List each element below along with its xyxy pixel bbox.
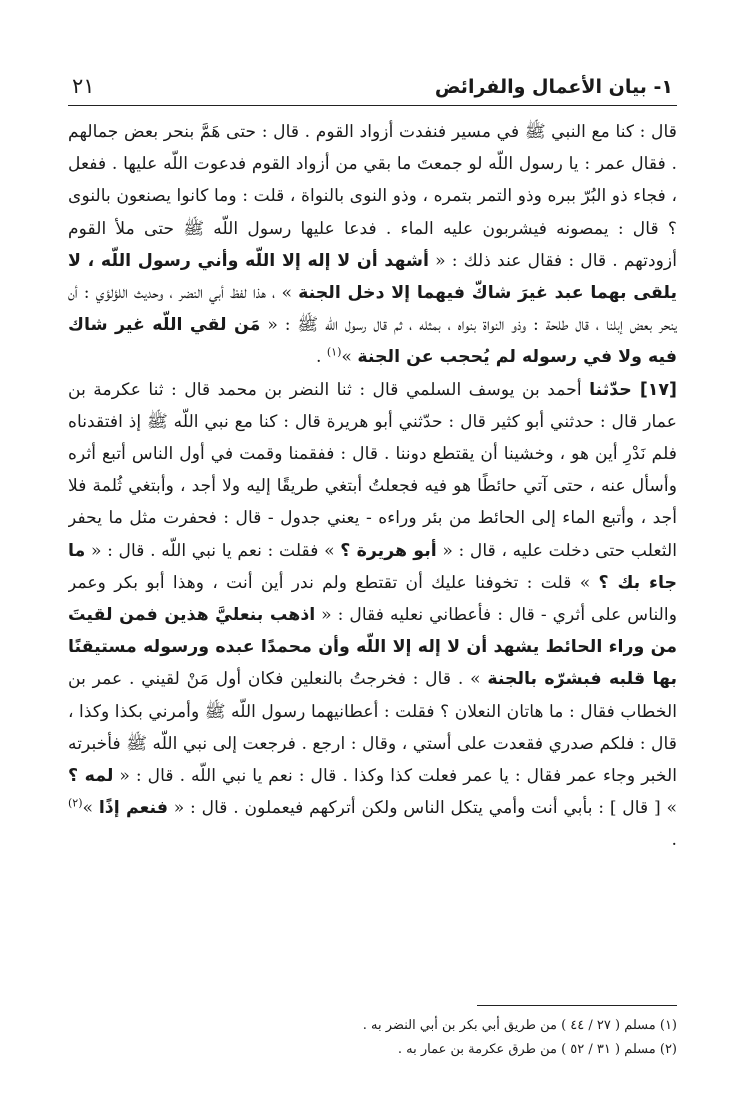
text-segment: » ، هذا لفظ أبي النضر ، وحديث اللؤلؤي : أن ينحر بعض إبلنا ، قال طلحة : وذو النواة بنواه ، بمثله ، ثم قال رسول اللّه ﷺ : «: [68, 283, 677, 336]
footnote-1: (١) مسلم ( ٢٧ / ٤٤ ) من طريق أبي بكر بن أبي النضر به .: [362, 1018, 677, 1033]
text-segment: قال : كنا مع النبي ﷺ في مسير فنفدت أزواد القوم . قال : حتى هَمَّ بنحر بعض جمالهم . فقال عمر : يا رسول اللّه لو جمعتَ ما بقي من أزواد القوم فدعوت اللّه عليها . ففعل ، فجاء ذو البُرّ ببره وذو التمر بتمره ، وذو النوى بالنواة ، قلت : وما كانوا يصنعون بالنوى ؟ قال : يمصونه فيشربون عليه الماء . فدعا عليها رسول اللّه ﷺ حتى ملأ القوم أزودتهم . قال : فقال عند ذلك : «: [68, 122, 677, 271]
chapter-title: ١- بيان الأعمال والفرائض: [434, 76, 673, 98]
bold-text: مَن لقي اللّه غير شاك فيه ولا في رسوله لم يُحجب عن الجنة: [68, 315, 677, 368]
bold-text: لمه ؟: [68, 766, 114, 787]
bold-text: أبو هريرة ؟: [340, 540, 437, 561]
text-segment: .: [315, 347, 327, 368]
page-number: ٢١: [72, 74, 95, 98]
bold-text: أشهد أن لا إله إلا اللّه وأني رسول اللّه ، لا يلقى بهما عبد غيرَ شاكّ فيهما إلا دخل الجنة: [68, 250, 677, 304]
bold-text: اذهب بنعليَّ هذين فمن لقيتَ من وراء الحائط يشهد أن لا إله إلا اللّه وأن محمدًا عبده ورسوله مستيقنًا بها قلبه فبشرّه بالجنة: [68, 605, 677, 690]
bold-text: فنعم إذًا: [98, 798, 168, 819]
text-segment: أحمد بن يوسف السلمي قال : ثنا النضر بن محمد قال : ثنا عكرمة بن عمار قال : حدثني أبو كثير قال : حدّثني أبو هريرة قال : كنا مع نبي اللّه ﷺ إذ افتقدناه فلم نَدْرِ أين هو ، وخشينا أن يقتطع دوننا . قال : ففقمنا وقمت في أول الناس أتبع أثره وأسأل عنه ، حتى آتي حائطًا هو فيه فجعلتُ أبتغي طريقًا إليه ولا أجد ، وأبتغي ثُلمة فلا أجد ، وأتبع الماء إلى الحائط من بئر وراءه - يعني جدول - قال : فحفرت مثل ما يحفر الثعلب حتى دخلت عليه ، قال : «: [68, 379, 677, 561]
paragraph-hadith-17: [68, 374, 677, 857]
main-text: [68, 116, 677, 994]
bold-text: ما جاء بك ؟: [68, 540, 677, 593]
running-header: [72, 58, 673, 98]
text-segment: » [ قال ] : بأبي أنت وأمي يتكل الناس ولكن أتركهم فيعملون . قال : «: [167, 798, 677, 819]
footnote-2: (٢) مسلم ( ٣١ / ٥٢ ) من طرق عكرمة بن عمار به .: [397, 1042, 677, 1057]
text-segment: » فقلت : نعم يا نبي اللّه . قال : «: [85, 540, 341, 561]
footnote-reference: (٢): [68, 796, 83, 810]
bold-text: [١٧] حدّثنا: [589, 379, 677, 400]
paragraph-hadith-16-ending: [68, 116, 677, 374]
footnote-rule: [477, 1005, 677, 1006]
text-segment: »: [341, 347, 358, 368]
text-segment: » . قال : فخرجتُ بالنعلين فكان أول مَنْ لقيني . عمر بن الخطاب فقال : ما هاتان النعلان ؟ فقلت : أعطانيهما رسول اللّه ﷺ وأمرني بكذا وكذا ، قال : فلكم صدري فقعدت على أستي ، وقال : ارجع . فرجعت إلى نبي اللّه ﷺ فأخبرته الخبر وجاء عمر فقال : يا عمر فعلت كذا وكذا . قال : نعم يا نبي اللّه . قال : «: [68, 669, 677, 787]
text-segment: » قلت : تخوفنا عليك أن تقتطع ولم ندر أين أنت ، وهذا أبو بكر وعمر والناس على أثري - قال : فأعطاني نعليه فقال : «: [68, 572, 677, 626]
footnotes: [68, 1014, 677, 1062]
text-segment: »: [82, 798, 99, 819]
text-segment: .: [671, 830, 677, 851]
header-rule: [68, 105, 677, 106]
footnote-reference: (١): [326, 345, 342, 359]
